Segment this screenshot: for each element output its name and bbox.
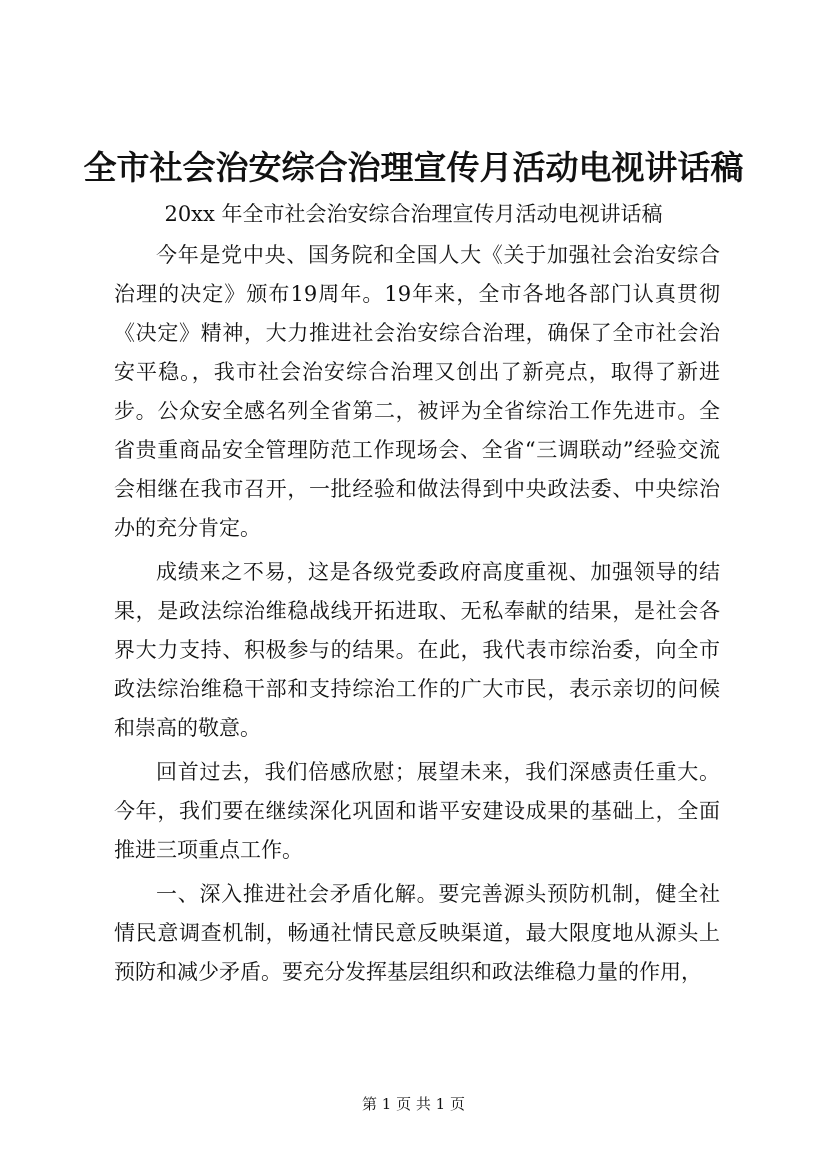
document-subtitle: 20xx 年全市社会治安综合治理宣传月活动电视讲话稿	[164, 202, 663, 226]
paragraph-4: 一、深入推进社会矛盾化解。要完善源头预防机制，健全社情民意调查机制，畅通社情民意反映渠道，最大限度地从源头上预防和减少矛盾。要充分发挥基层组织和政法维稳力量的作用，	[114, 882, 720, 984]
paragraph-2: 成绩来之不易，这是各级党委政府高度重视、加强领导的结果，是政法综治维稳战线开拓进取、无私奉献的结果，是社会各界大力支持、积极参与的结果。在此，我代表市综治委，向全市政法综治维稳干部和支持综治工作的广大市民，表示亲切的问候和崇高的敬意。	[114, 560, 720, 740]
document-title: 全市社会治安综合治理宣传月活动电视讲话稿	[83, 148, 744, 187]
page-footer: 第 1 页 共 1 页	[362, 1095, 465, 1113]
document-body	[114, 236, 720, 997]
paragraph-3: 回首过去，我们倍感欣慰；展望未来，我们深感责任重大。今年，我们要在继续深化巩固和谐平安建设成果的基础上，全面推进三项重点工作。	[114, 760, 720, 862]
paragraph-1: 今年是党中央、国务院和全国人大《关于加强社会治安综合治理的决定》颁布19周年。19年来，全市各地各部门认真贯彻《决定》精神，大力推进社会治安综合治理，确保了全市社会治安平稳。，我市社会治安综合治理又创出了新亮点，取得了新进步。公众安全感名列全省第二，被评为全省综治工作先进市。全省贵重商品安全管理防范工作现场会、全省“三调联动”经验交流会相继在我市召开，一批经验和做法得到中央政法委、中央综治办的充分肯定。	[114, 243, 720, 540]
